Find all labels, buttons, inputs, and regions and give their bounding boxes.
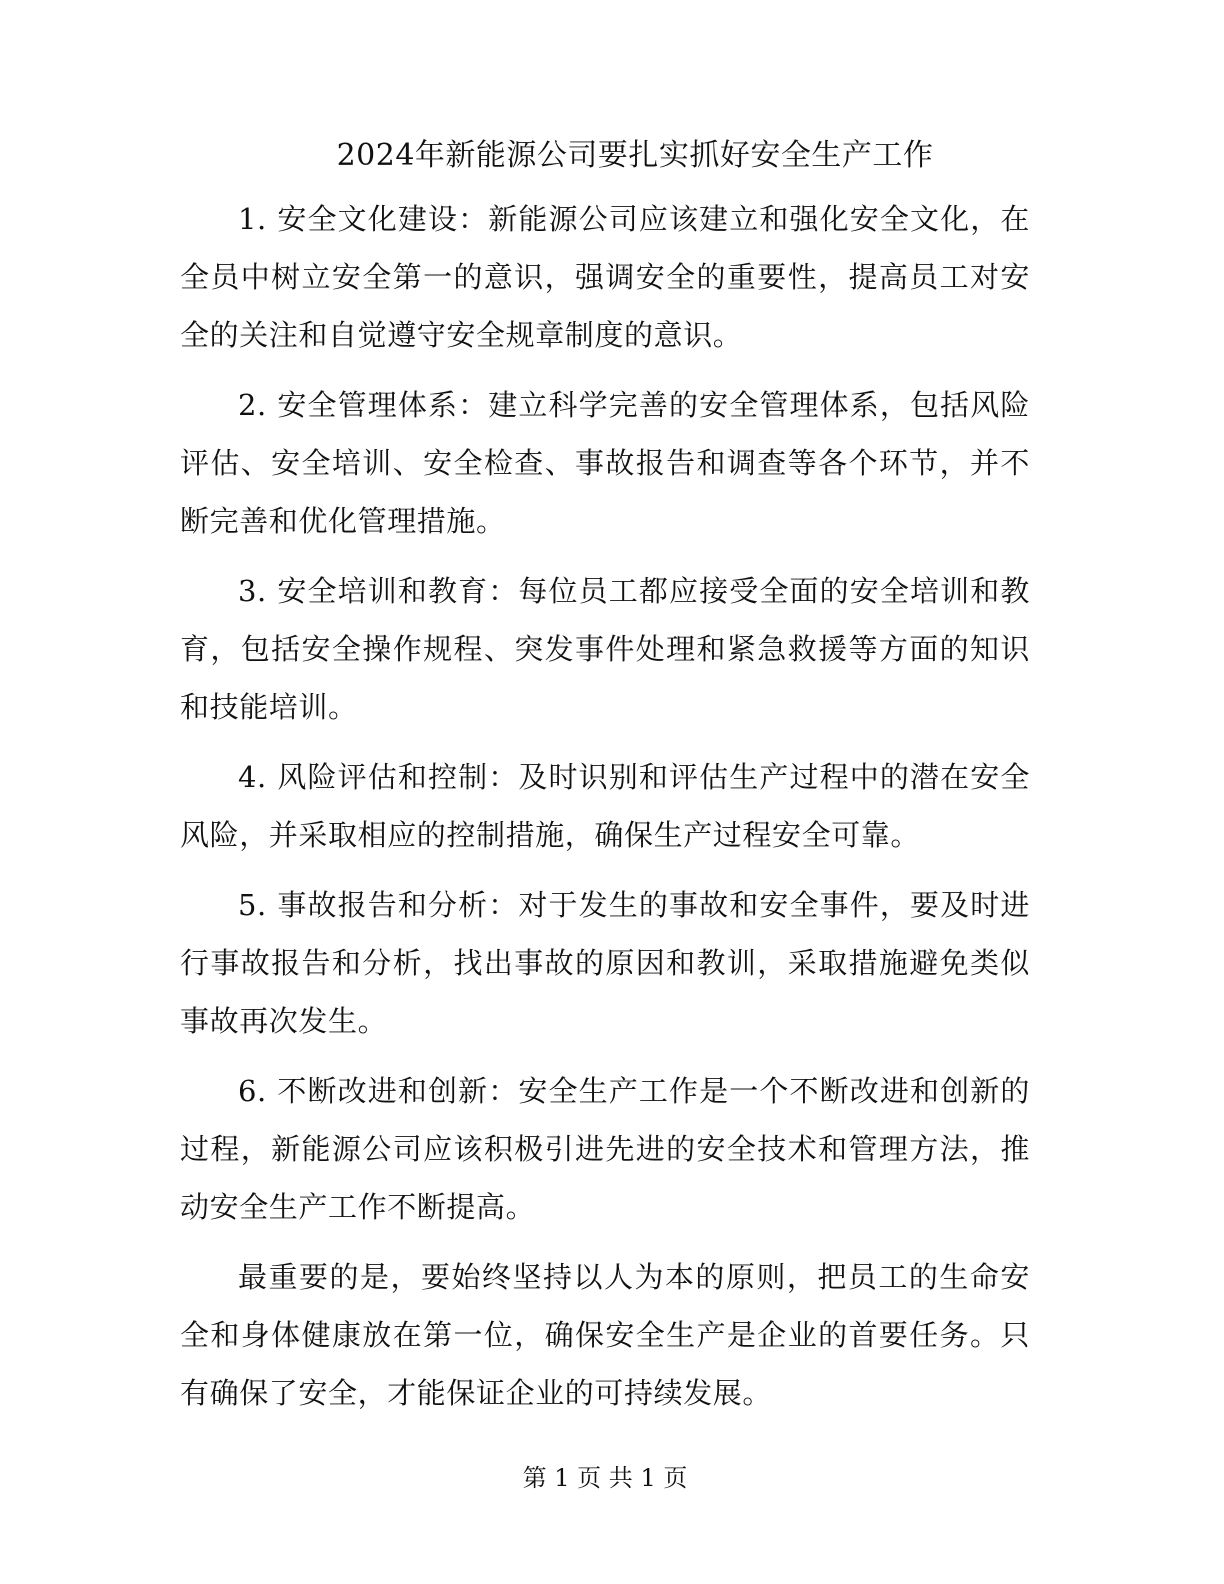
item-number: 4. <box>238 760 267 794</box>
document-title: 2024年新能源公司要扎实抓好安全生产工作 <box>336 138 934 173</box>
list-item-4 <box>180 748 1030 864</box>
list-item-6 <box>180 1062 1030 1236</box>
list-item-5 <box>180 876 1030 1050</box>
item-text: 风险评估和控制：及时识别和评估生产过程中的潜在安全风险，并采取相应的控制措施，确保生产过程安全可靠。 <box>180 760 1030 852</box>
list-item-3 <box>180 562 1030 736</box>
item-text: 事故报告和分析：对于发生的事故和安全事件，要及时进行事故报告和分析，找出事故的原因和教训，采取措施避免类似事故再次发生。 <box>180 888 1030 1038</box>
item-text: 安全管理体系：建立科学完善的安全管理体系，包括风险评估、安全培训、安全检查、事故报告和调查等各个环节，并不断完善和优化管理措施。 <box>180 388 1030 538</box>
item-number: 1. <box>238 202 267 236</box>
conclusion-paragraph: 最重要的是，要始终坚持以人为本的原则，把员工的生命安全和身体健康放在第一位，确保安全生产是企业的首要任务。只有确保了安全，才能保证企业的可持续发展。 <box>180 1260 1030 1410</box>
item-text: 安全培训和教育：每位员工都应接受全面的安全培训和教育，包括安全操作规程、突发事件处理和紧急救援等方面的知识和技能培训。 <box>180 574 1030 724</box>
item-number: 2. <box>238 388 267 422</box>
page-number-footer: 第 1 页 共 1 页 <box>522 1464 688 1492</box>
item-number: 3. <box>238 574 267 608</box>
item-text: 安全文化建设：新能源公司应该建立和强化安全文化，在全员中树立安全第一的意识，强调安全的重要性，提高员工对安全的关注和自觉遵守安全规章制度的意识。 <box>180 202 1030 352</box>
list-item-1 <box>180 190 1030 364</box>
item-number: 5. <box>238 888 267 922</box>
item-text: 不断改进和创新：安全生产工作是一个不断改进和创新的过程，新能源公司应该积极引进先进的安全技术和管理方法，推动安全生产工作不断提高。 <box>180 1074 1030 1224</box>
document-body <box>180 190 1030 1434</box>
list-item-2 <box>180 376 1030 550</box>
item-number: 6. <box>238 1074 267 1108</box>
